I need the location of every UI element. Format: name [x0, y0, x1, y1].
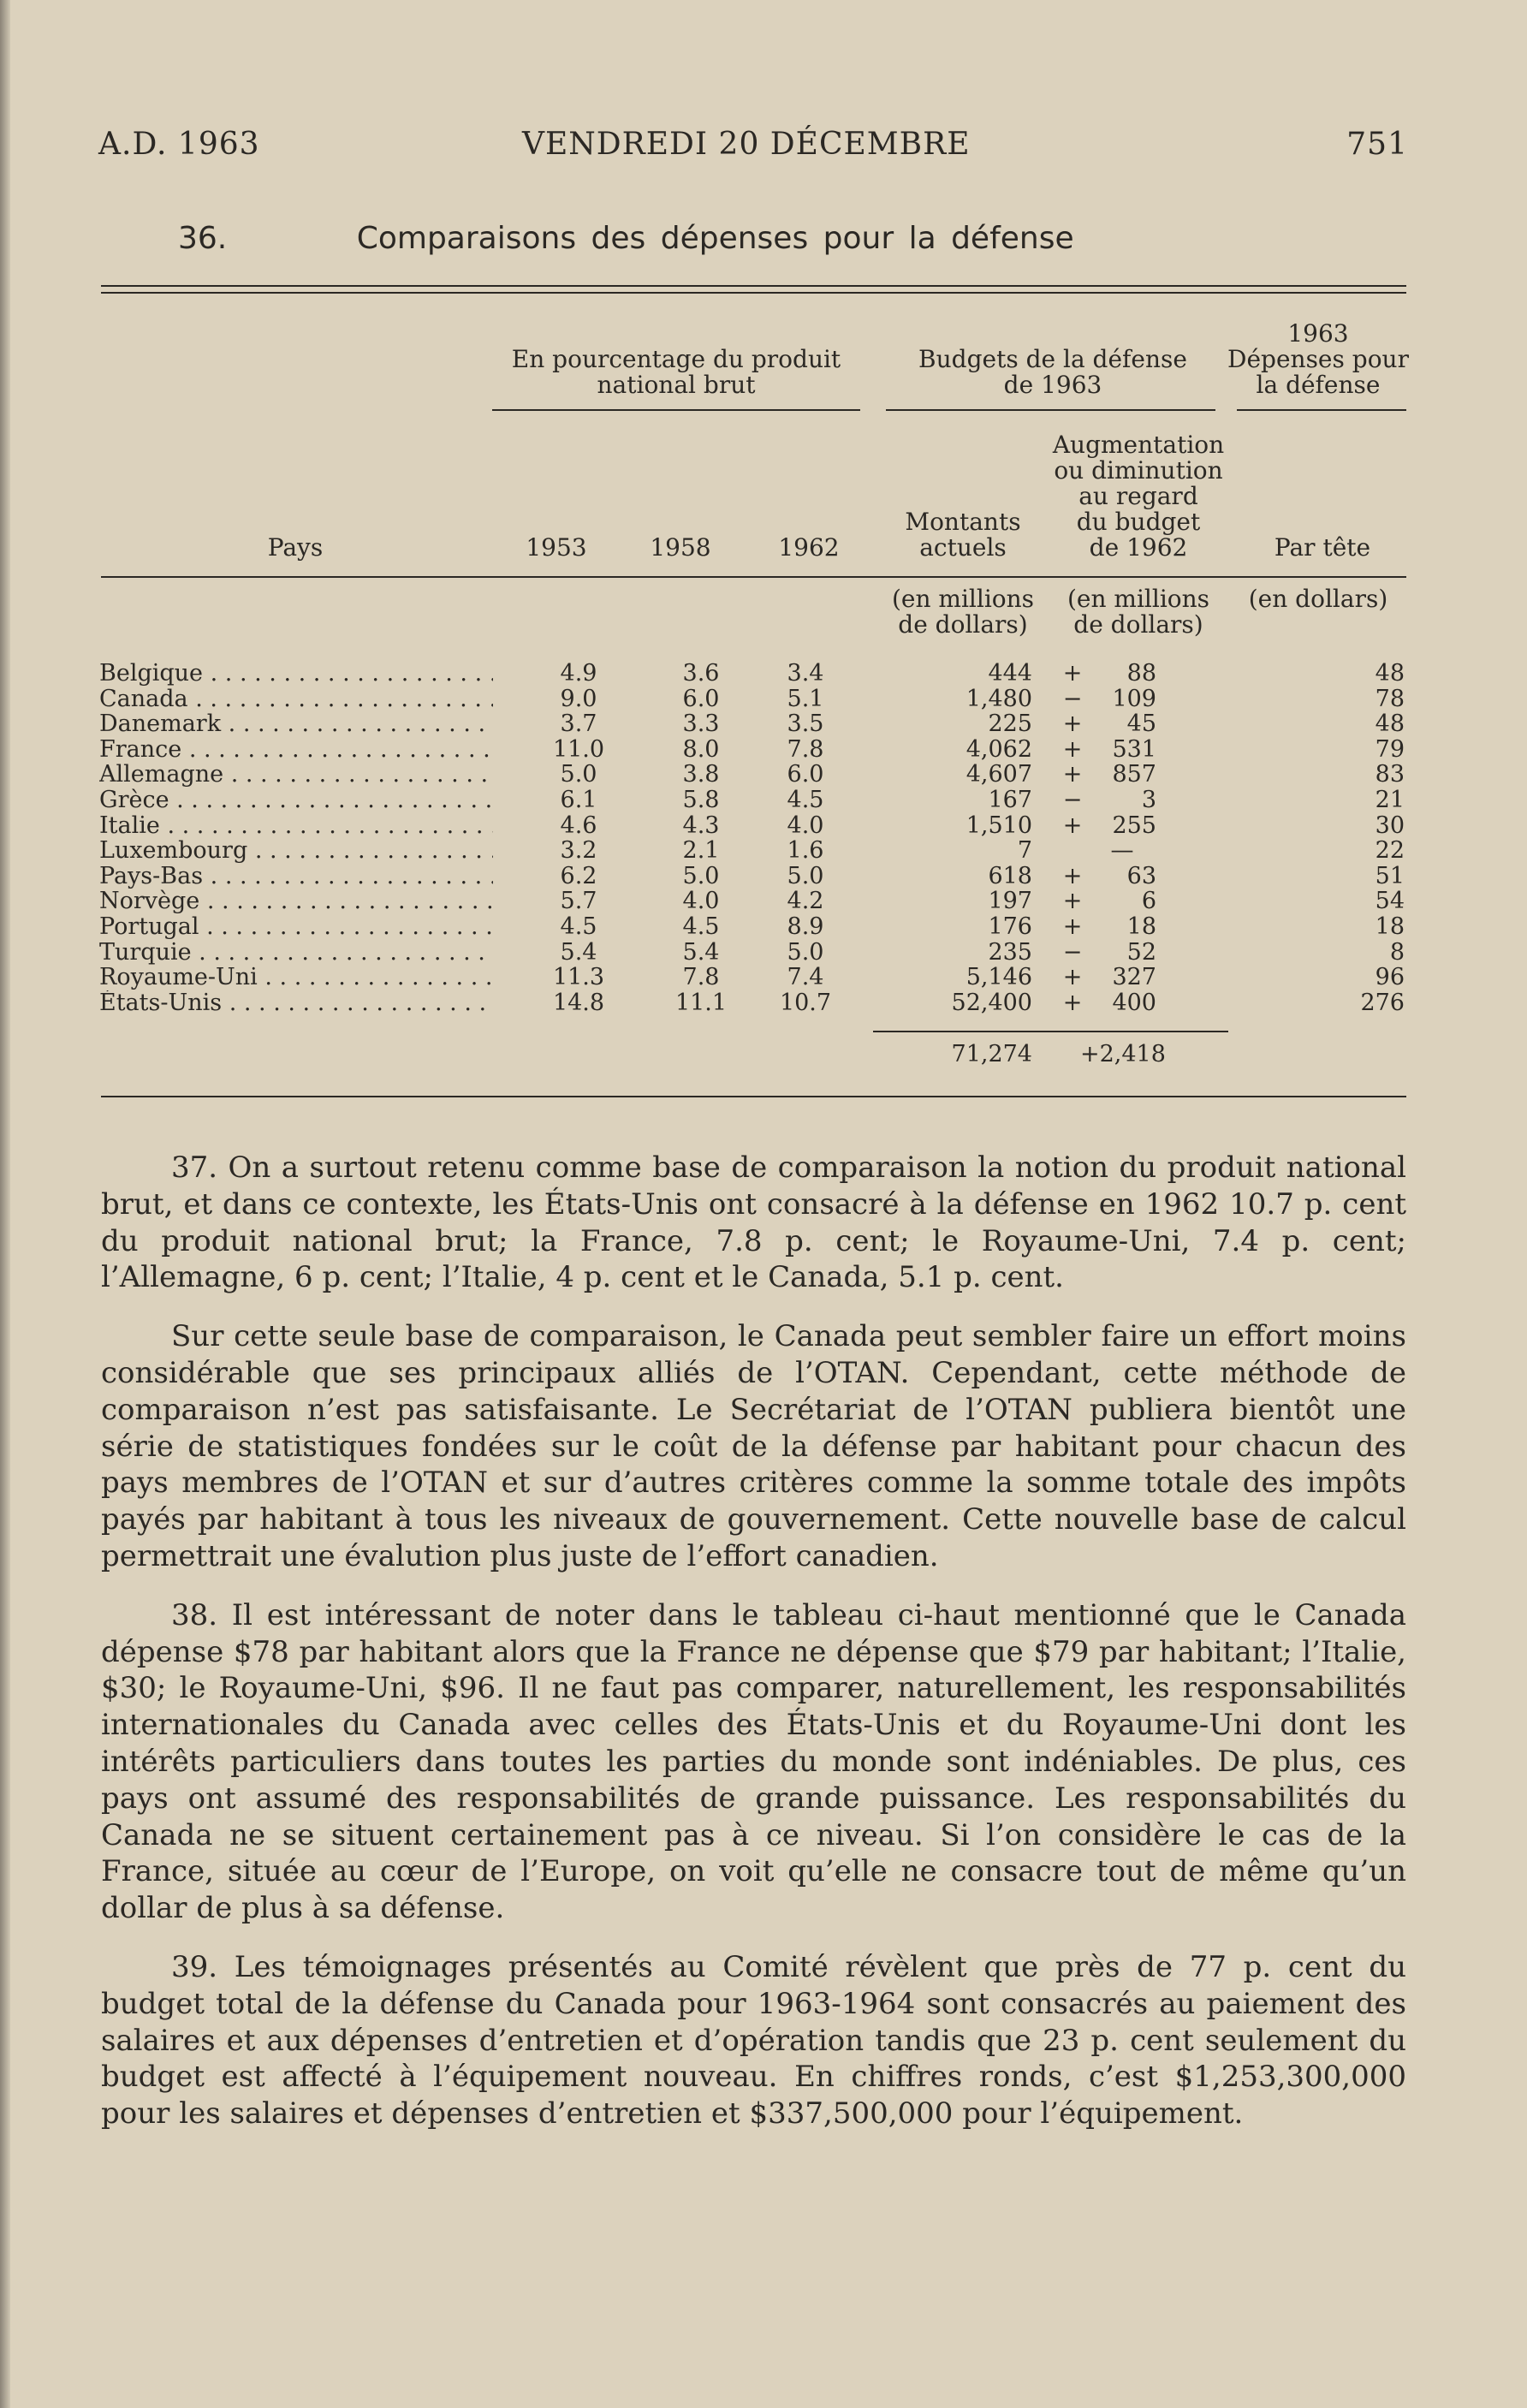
col-header-1958: 1958 — [650, 533, 711, 562]
row-per-capita: 8 — [1389, 938, 1405, 966]
row-sign: + — [1062, 812, 1083, 839]
row-sign: + — [1062, 711, 1083, 738]
table-row — [99, 687, 1409, 712]
row-1953: 5.4 — [560, 938, 597, 966]
units-amounts-line2: de dollars) — [898, 610, 1028, 639]
body-text — [101, 1150, 1406, 2155]
row-1953: 3.7 — [560, 711, 597, 738]
col-header-change-line3: au regard — [1078, 482, 1198, 510]
row-sign: − — [1062, 685, 1083, 712]
col-header-1962: 1962 — [778, 533, 840, 562]
row-per-capita: 21 — [1375, 786, 1405, 813]
table-row — [99, 990, 1409, 1016]
row-country: Belgique . . . — [99, 661, 493, 687]
section-title — [178, 221, 1074, 256]
row-1962: 8.9 — [787, 913, 824, 940]
row-country: Portugal . . . — [99, 914, 493, 940]
row-country: Luxembourg . . . — [99, 838, 493, 864]
totals-rule — [873, 1031, 1228, 1032]
col-header-amounts-line2: actuels — [919, 533, 1007, 562]
row-amount: 7 — [1017, 837, 1032, 865]
row-per-capita: 18 — [1375, 913, 1405, 940]
units-amounts-line1: (en millions — [891, 585, 1035, 613]
row-1962: 7.8 — [787, 735, 824, 763]
row-1958: 4.3 — [682, 812, 720, 839]
col-header-country: Pays — [267, 533, 324, 562]
row-per-capita: 22 — [1375, 837, 1405, 865]
row-change: — — [1110, 837, 1134, 865]
row-amount: 225 — [988, 711, 1032, 738]
row-1958: 4.5 — [682, 913, 720, 940]
row-per-capita: 30 — [1375, 812, 1405, 839]
col-header-change-line4: du budget — [1076, 508, 1201, 536]
row-1958: 3.3 — [682, 711, 720, 738]
row-amount: 197 — [988, 888, 1032, 915]
table-row — [99, 838, 1409, 864]
row-1962: 6.0 — [787, 761, 824, 788]
row-per-capita: 96 — [1375, 964, 1405, 991]
row-per-capita: 48 — [1375, 660, 1405, 687]
row-country: Canada . . . — [99, 687, 493, 712]
units-per-capita: (en dollars) — [1248, 585, 1388, 613]
row-1962: 5.0 — [787, 862, 824, 889]
row-1958: 5.0 — [682, 862, 720, 889]
row-sign: + — [1062, 761, 1083, 788]
row-change: 63 — [1126, 862, 1156, 889]
row-country: Italie . . . — [99, 813, 493, 839]
row-change: 255 — [1112, 812, 1156, 839]
header-year: A.D. 1963 — [98, 127, 260, 162]
row-change: 109 — [1112, 685, 1156, 712]
row-amount: 444 — [988, 660, 1032, 687]
row-country: Norvège . . . — [99, 889, 493, 914]
row-1953: 6.2 — [560, 862, 597, 889]
col-header-change — [1044, 432, 1233, 561]
table-top-rule — [101, 285, 1406, 287]
table-row — [99, 889, 1409, 914]
header-budgets-line1: Budgets de la défense — [918, 345, 1187, 373]
row-amount: 176 — [988, 913, 1032, 940]
row-country: Danemark . . . — [99, 711, 493, 737]
table-row — [99, 788, 1409, 813]
paragraph-37-cont: Sur cette seule base de comparaison, le Canada peut sembler faire un effort moins considérable que ses principaux alliés de l’OTAN. Cependant, cette méthode de comparaison n’est pas satisfaisante. Le Secrétariat de l’OTAN publiera bientôt une série de statistiques fondées sur le coût de la défense par habitant pour chacun des pays membres de l’OTAN et sur d’autres critères comme la somme totale des impôts payés par habitant à tous les niveaux de gouvernement. Cette nouvelle base de calcul permettrait une évalution plus juste de l’effort canadien. — [101, 1319, 1406, 1573]
row-sign: + — [1062, 888, 1083, 915]
row-1962: 7.4 — [787, 964, 824, 991]
row-sign: + — [1062, 989, 1083, 1016]
row-sign: + — [1062, 660, 1083, 687]
row-amount: 4,062 — [966, 735, 1032, 763]
page-binding-edge — [0, 0, 10, 2408]
row-1958: 2.1 — [682, 837, 720, 865]
row-change: 52 — [1126, 938, 1156, 966]
row-amount: 1,480 — [966, 685, 1032, 712]
row-1953: 11.3 — [552, 964, 605, 991]
row-change: 327 — [1112, 964, 1156, 991]
row-1953: 11.0 — [552, 735, 605, 763]
paragraph-38: 38. Il est intéressant de noter dans le tableau ci-haut mentionné que le Canada dépense $78 par habitant alors que la France ne dépense que $79 par habitant; l’Italie, $30; le Royaume-Uni, $96. Il ne faut pas comparer, naturellement, les responsabilités internationales du Canada avec celles des États-Unis et du Royaume-Uni dont les intérêts particuliers dans toutes les parties du monde sont indéniables. De plus, ces pays ont assumé des responsabilités de grande puissance. Les responsabilités du Canada ne se situent certainement pas à ce niveau. Si l’on considère le cas de la France, située au cœur de l’Europe, on voit qu’elle ne consacre tout de même qu’un dollar de plus à sa défense. — [101, 1597, 1406, 1926]
row-1953: 3.2 — [560, 837, 597, 865]
row-1953: 4.9 — [560, 660, 597, 687]
row-1958: 5.4 — [682, 938, 720, 966]
row-1953: 4.5 — [560, 913, 597, 940]
group-rule-budgets — [886, 409, 1215, 411]
row-change: 400 — [1112, 989, 1156, 1016]
row-sign: − — [1062, 786, 1083, 813]
row-amount: 618 — [988, 862, 1032, 889]
row-1953: 6.1 — [560, 786, 597, 813]
group-rule-per-capita — [1237, 409, 1406, 411]
row-1962: 1.6 — [787, 837, 824, 865]
section-title-text: Comparaisons des dépenses pour la défense — [356, 221, 1074, 256]
row-country: Grèce . . . — [99, 788, 493, 813]
row-1958: 3.8 — [682, 761, 720, 788]
row-1962: 4.0 — [787, 812, 824, 839]
table-row — [99, 965, 1409, 990]
row-1958: 4.0 — [682, 888, 720, 915]
table-row — [99, 940, 1409, 966]
row-change: 531 — [1112, 735, 1156, 763]
row-amount: 1,510 — [966, 812, 1032, 839]
units-change-line1: (en millions — [1067, 585, 1210, 613]
row-country: Turquie . . . — [99, 940, 493, 966]
col-header-change-line5: de 1962 — [1089, 533, 1188, 562]
page-number: 751 — [1346, 127, 1408, 162]
group-rule-pct — [492, 409, 860, 411]
header-date: VENDREDI 20 DÉCEMBRE — [522, 127, 971, 162]
table-row — [99, 864, 1409, 889]
units-change — [1061, 586, 1215, 638]
header-per-capita-group — [1224, 321, 1412, 398]
row-country: Pays-Bas . . . — [99, 864, 493, 889]
units-amounts — [882, 586, 1044, 638]
header-pct-gnp-line1: En pourcentage du produit — [511, 345, 841, 373]
table-top-rule-2 — [101, 292, 1406, 294]
header-pct-gnp — [492, 347, 860, 398]
header-bottom-rule — [101, 576, 1406, 578]
table-row — [99, 661, 1409, 687]
units-change-line2: de dollars) — [1073, 610, 1203, 639]
row-change: 88 — [1126, 660, 1156, 687]
col-header-amounts — [890, 509, 1036, 561]
table-body — [99, 661, 1409, 1015]
header-per-capita-line1: 1963 — [1287, 319, 1349, 348]
row-1962: 4.5 — [787, 786, 824, 813]
row-amount: 4,607 — [966, 761, 1032, 788]
row-1958: 11.1 — [674, 989, 728, 1016]
row-1958: 6.0 — [682, 685, 720, 712]
row-1958: 3.6 — [682, 660, 720, 687]
table-row — [99, 762, 1409, 788]
total-change: +2,418 — [1080, 1041, 1166, 1067]
section-number: 36. — [178, 221, 228, 256]
row-change: 18 — [1126, 913, 1156, 940]
row-per-capita: 78 — [1375, 685, 1405, 712]
row-country: États-Unis . . . — [99, 990, 493, 1016]
row-sign: + — [1062, 735, 1083, 763]
row-1962: 5.1 — [787, 685, 824, 712]
table-row — [99, 711, 1409, 737]
row-per-capita: 51 — [1375, 862, 1405, 889]
col-header-amounts-line1: Montants — [905, 508, 1021, 536]
row-1953: 9.0 — [560, 685, 597, 712]
row-1962: 3.5 — [787, 711, 824, 738]
header-per-capita-line3: la défense — [1256, 371, 1381, 399]
row-sign: + — [1062, 862, 1083, 889]
header-budgets — [882, 347, 1224, 398]
paragraph-39: 39. Les témoignages présentés au Comité révèlent que près de 77 p. cent du budget total de la défense du Canada pour 1963-1964 sont consacrés au paiement des salaires et aux dépenses d’entretien et d’opération tandis que 23 p. cent seulement du budget est affecté à l’équipement nouveau. En chiffres ronds, c’est $1,253,300,000 pour les salaires et dépenses d’entretien et $337,500,000 pour l’équipement. — [101, 1949, 1406, 2132]
table-row — [99, 737, 1409, 763]
header-pct-gnp-line2: national brut — [597, 371, 756, 399]
row-change: 3 — [1141, 786, 1156, 813]
row-per-capita: 276 — [1360, 989, 1405, 1016]
row-sign: + — [1062, 964, 1083, 991]
row-1962: 3.4 — [787, 660, 824, 687]
row-1958: 5.8 — [682, 786, 720, 813]
total-amount: 71,274 — [951, 1041, 1032, 1067]
row-sign: − — [1062, 938, 1083, 966]
col-header-change-line1: Augmentation — [1052, 431, 1225, 459]
row-change: 857 — [1112, 761, 1156, 788]
row-per-capita: 54 — [1375, 888, 1405, 915]
row-sign: + — [1062, 913, 1083, 940]
col-header-1953: 1953 — [526, 533, 587, 562]
row-1953: 5.0 — [560, 761, 597, 788]
row-1962: 10.7 — [779, 989, 832, 1016]
row-1958: 8.0 — [682, 735, 720, 763]
page-header — [98, 127, 1408, 169]
header-per-capita-line2: Dépenses pour — [1227, 345, 1409, 373]
row-per-capita: 83 — [1375, 761, 1405, 788]
col-header-change-line2: ou diminution — [1054, 456, 1223, 485]
row-country: Royaume-Uni . . . — [99, 965, 493, 990]
table-row — [99, 813, 1409, 839]
row-amount: 167 — [988, 786, 1032, 813]
row-country: Allemagne . . . — [99, 762, 493, 788]
row-per-capita: 79 — [1375, 735, 1405, 763]
row-per-capita: 48 — [1375, 711, 1405, 738]
row-1953: 14.8 — [552, 989, 605, 1016]
header-budgets-line2: de 1963 — [1003, 371, 1102, 399]
row-amount: 52,400 — [951, 989, 1032, 1016]
row-1958: 7.8 — [682, 964, 720, 991]
col-header-per-capita: Par tête — [1274, 533, 1371, 562]
row-change: 6 — [1141, 888, 1156, 915]
row-1962: 5.0 — [787, 938, 824, 966]
paragraph-37: 37. On a surtout retenu comme base de comparaison la notion du produit national brut, et dans ce contexte, les États-Unis ont consacré à la défense en 1962 10.7 p. cent du produit national brut; la France, 7.8 p. cent; le Royaume-Uni, 7.4 p. cent; l’Allemagne, 6 p. cent; l’Italie, 4 p. cent et le Canada, 5.1 p. cent. — [101, 1150, 1406, 1295]
table-row — [99, 914, 1409, 940]
row-country: France . . . — [99, 737, 493, 763]
row-1962: 4.2 — [787, 888, 824, 915]
row-change: 45 — [1126, 711, 1156, 738]
row-amount: 5,146 — [966, 964, 1032, 991]
row-1953: 5.7 — [560, 888, 597, 915]
row-1953: 4.6 — [560, 812, 597, 839]
row-amount: 235 — [988, 938, 1032, 966]
table-bottom-rule — [101, 1096, 1406, 1097]
